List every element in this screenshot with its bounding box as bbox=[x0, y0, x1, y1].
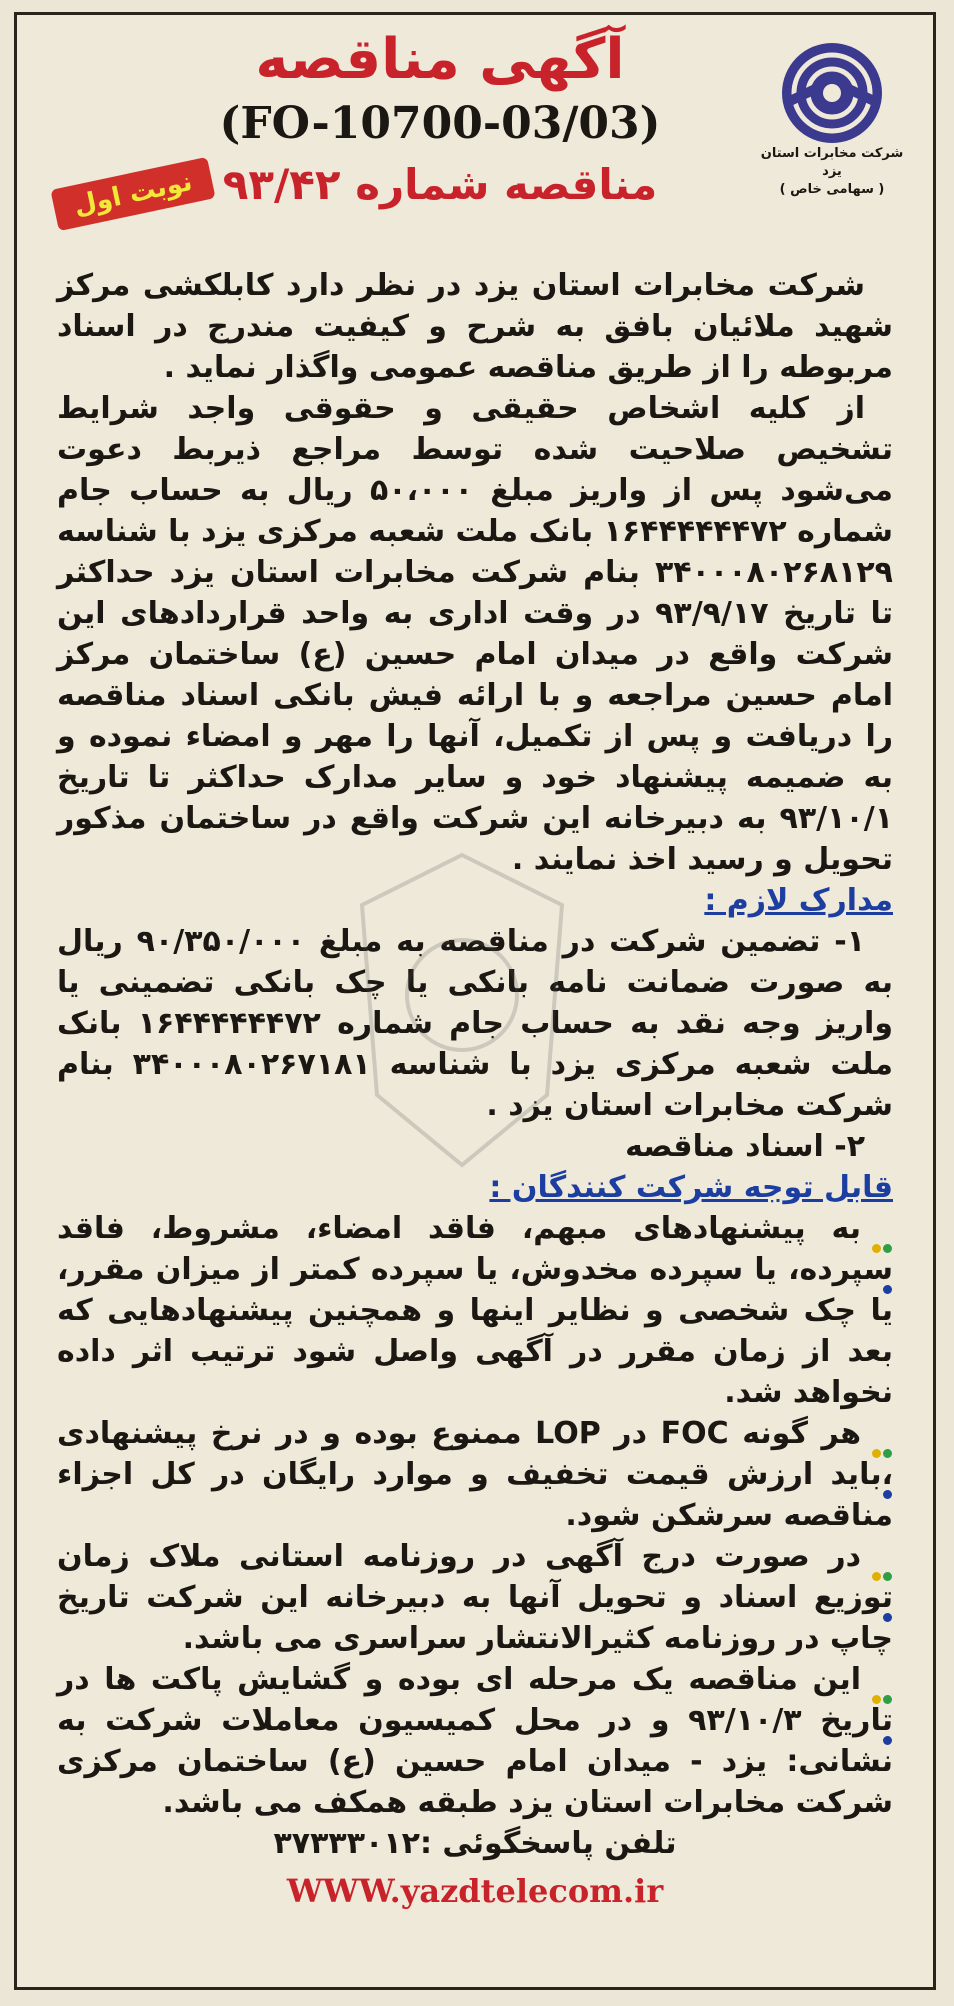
first-publication-badge: نوبت اول bbox=[50, 157, 215, 231]
required-document-item-2: ۲- اسناد مناقصه bbox=[625, 1129, 865, 1164]
advertisement-frame bbox=[14, 12, 936, 1990]
required-documents-heading: مدارک لازم : bbox=[704, 883, 893, 918]
note-text-4: این مناقصه یک مرحله ای بوده و گشایش پاکت ها در تاریخ ۹۳/۱۰/۳ و در محل کمیسیون معاملات شرکت به نشانی: یزد - میدان امام حسین (ع) ساختمان مرکزی شرکت مخابرات استان یزد طبقه همکف می باشد. bbox=[57, 1662, 893, 1820]
bullet-dots-icon bbox=[867, 1428, 893, 1442]
logo-company-type: ( سهامی خاص ) bbox=[779, 182, 885, 197]
required-document-item-1: ۱- تضمین شرکت در مناقصه به مبلغ ۹۰/۳۵۰/۰۰۰ ریال به صورت ضمانت نامه بانکی یا چک بانکی تضمینی یا واریز وجه نقد به حساب جام شماره ۱۶۴۴۴۴۴۴۷۲ بانک ملت شعبه مرکزی یزد با شناسه ۳۴۰۰۰۸۰۲۶۷۱۸۱ بنام شرکت مخابرات استان یزد . bbox=[57, 924, 893, 1123]
note-text-3: در صورت درج آگهی در روزنامه استانی ملاک زمان توزیع اسناد و تحویل آنها به دبیرخانه این شرکت تاریخ چاپ در روزنامه کثیرالانتشار سراسری می باشد. bbox=[57, 1539, 893, 1656]
company-logo bbox=[757, 41, 907, 199]
ad-title: آگهی مناقصه bbox=[255, 27, 625, 92]
ad-header bbox=[17, 15, 933, 267]
note-item-2 bbox=[57, 1413, 893, 1536]
bullet-dots-icon bbox=[867, 1551, 893, 1565]
note-text-1: به پیشنهادهای مبهم، فاقد امضاء، مشروط، فاقد سپرده، یا سپرده مخدوش، یا سپرده کمتر از میزان مقرر، یا چک شخصی و نظایر اینها و همچنین پیشنهادهایی که بعد از زمان مقرر در آگهی واصل شود ترتیب اثر داده نخواهد شد. bbox=[57, 1211, 893, 1410]
note-item-3 bbox=[57, 1536, 893, 1659]
contact-phone: تلفن پاسخگوئی :۳۷۳۳۳۰۱۲ bbox=[273, 1826, 677, 1861]
note-text-2: هر گونه FOC در LOP ممنوع بوده و در نرخ پیشنهادی ،باید ارزش قیمت تخفیف و موارد رایگان در کل اجزاء مناقصه سرشکن شود. bbox=[57, 1416, 893, 1533]
telecom-logo-icon bbox=[780, 41, 884, 145]
watermark-seal-icon bbox=[347, 845, 577, 1175]
website-link[interactable]: WWW.yazdtelecom.ir bbox=[286, 1872, 664, 1910]
bullet-dots-icon bbox=[867, 1674, 893, 1688]
form-code: (FO-10700-03/03) bbox=[219, 98, 661, 149]
bullet-dots-icon bbox=[867, 1223, 893, 1237]
intro-paragraph: شرکت مخابرات استان یزد در نظر دارد کابلکشی مرکز شهید ملائیان بافق به شرح و کیفیت مندرج در اسناد مربوطه را از طریق مناقصه عمومی واگذار نماید . bbox=[57, 268, 893, 385]
invitation-paragraph: از کلیه اشخاص حقیقی و حقوقی واجد شرایط تشخیص صلاحیت شده توسط مراجع ذیربط دعوت می‌شود پس از واریز مبلغ ۵۰،۰۰۰ ریال به حساب جام شماره ۱۶۴۴۴۴۴۴۷۲ بانک ملت شعبه مرکزی یزد با شناسه ۳۴۰۰۰۸۰۲۶۸۱۲۹ بنام شرکت مخابرات استان یزد حداکثر تا تاریخ ۹۳/۹/۱۷ در وقت اداری به واحد قراردادهای این شرکت واقع در میدان امام حسین (ع) ساختمان مرکز امام حسین مراجعه و با ارائه فیش بانکی اسناد مناقصه را دریافت و پس از تکمیل، آنها را مهر و امضاء نموده و به ضمیمه پیشنهاد خود و سایر مدارک حداکثر تا تاریخ ۹۳/۱۰/۱ به دبیرخانه این شرکت واقع در ساختمان مذکور تحویل و رسید اخذ نمایند . bbox=[57, 391, 893, 877]
note-item-4 bbox=[57, 1659, 893, 1823]
title-block bbox=[137, 25, 743, 217]
note-item-1 bbox=[57, 1208, 893, 1413]
participants-notice-heading: قابل توجه شرکت کنندگان : bbox=[489, 1170, 893, 1205]
tender-number: مناقصه شماره ۹۳/۴۲ bbox=[222, 160, 658, 209]
logo-company-name: شرکت مخابرات استان یزد bbox=[760, 146, 904, 179]
